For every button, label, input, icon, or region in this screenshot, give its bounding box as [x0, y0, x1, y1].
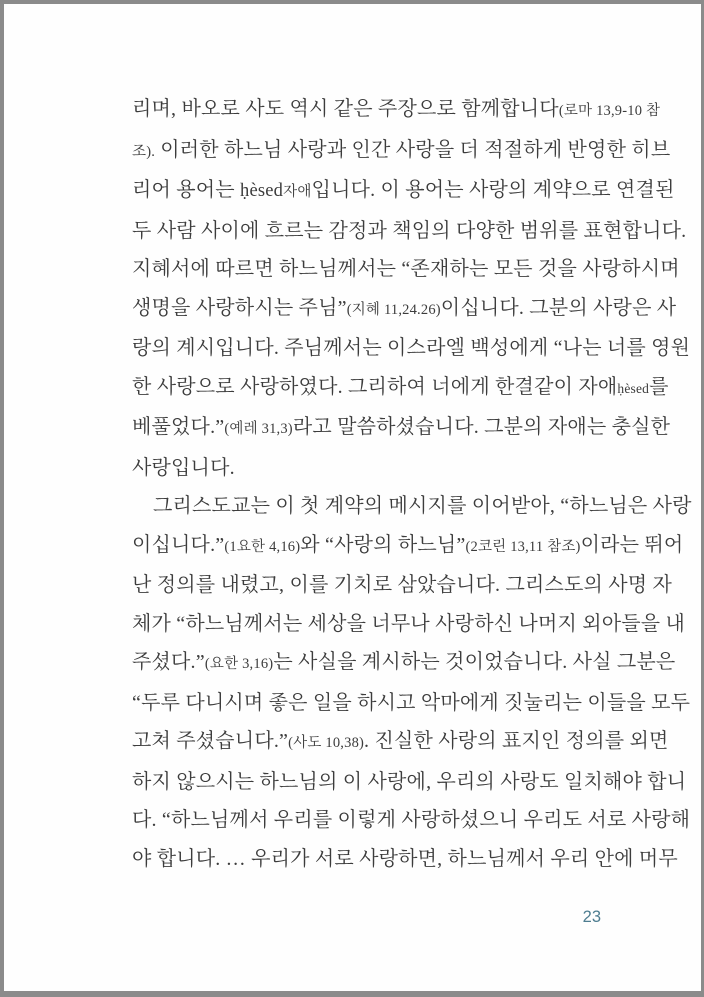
scripture-reference: (예레 31,3) — [224, 421, 293, 437]
text-segment: 랑의 계시입니다. 주님께서는 이스라엘 백성에게 “나는 너를 영원 — [132, 337, 691, 359]
scripture-reference: (2코린 13,11 참조) — [465, 538, 581, 555]
text-line — [132, 566, 672, 605]
text-line — [132, 449, 613, 488]
text-segment: 이십니다. 그분의 사랑은 사 — [440, 296, 677, 319]
text-segment: 야 합니다. … 우리가 서로 사랑하면, 하느님께서 우리 안에 머무 — [132, 847, 678, 870]
scripture-reference: (지혜 11,24.26) — [346, 301, 441, 318]
body-text — [4, 4, 701, 878]
text-line — [132, 801, 691, 840]
text-line — [132, 368, 669, 409]
text-segment: 하지 않으시는 하느님의 이 사랑에, 우리의 사랑도 일치해야 합니 — [132, 770, 687, 793]
text-segment: 지혜서에 따르면 하느님께서는 “존재하는 모든 것을 사랑하시며 — [132, 258, 680, 280]
text-segment: 그리스도교는 이 첫 계약의 메시지를 이어받아, “하느님은 사랑 — [153, 495, 692, 517]
text-line — [132, 408, 671, 449]
text-segment: 라고 말씀하셨습니다. 그분의 자애는 충실한 — [292, 416, 671, 438]
text-segment: 입니다. 이 용어는 사랑의 계약으로 연결된 — [311, 179, 675, 201]
hebrew-term: ḥèsed — [240, 181, 284, 201]
scripture-reference: (1요한 4,16) — [224, 538, 301, 555]
text-segment: 두 사람 사이에 흐르는 감정과 책임의 다양한 범위를 표현합니다. — [132, 219, 687, 242]
text-segment: 사랑입니다. — [132, 456, 235, 479]
text-line — [132, 605, 685, 644]
text-segment: 한 사랑으로 사랑하였다. 그리하여 너에게 한결같이 자애 — [132, 375, 618, 398]
text-segment: 이러한 하느님 사랑과 인간 사랑을 더 적절하게 반영한 히브 — [155, 138, 671, 161]
gloss-annotation: 자애 — [283, 184, 312, 200]
hebrew-term: ḥèsed — [617, 380, 650, 396]
text-segment: 와 “사랑의 하느님” — [300, 533, 466, 556]
text-segment: “두루 다니시며 좋은 일을 하시고 악마에게 짓눌리는 이들을 모두 — [132, 691, 691, 714]
text-segment: 주셨다.” — [132, 651, 205, 673]
text-line — [132, 250, 680, 289]
text-segment: . 진실한 사랑의 표지인 정의를 외면 — [364, 730, 669, 752]
text-segment: 리어 용어는 — [132, 179, 240, 201]
scripture-reference: (사도 10,38) — [288, 735, 365, 751]
text-line — [132, 643, 676, 684]
text-line — [132, 763, 687, 802]
text-line — [132, 90, 661, 131]
text-segment: 생명을 사랑하시는 주님” — [132, 296, 347, 319]
text-segment: 고쳐 주셨습니다.” — [132, 730, 289, 752]
text-line — [132, 487, 692, 526]
text-line — [132, 526, 684, 567]
scripture-reference: 조). — [132, 143, 156, 160]
text-segment: 를 — [649, 375, 669, 398]
text-segment: 다. “하느님께서 우리를 이렇게 사랑하셨으니 우리도 서로 사랑해 — [132, 809, 691, 831]
scripture-reference: (로마 13,9-10 참 — [558, 103, 661, 119]
text-segment: 베풀었다.” — [132, 416, 225, 438]
text-line — [132, 131, 671, 172]
text-line — [132, 722, 669, 763]
text-segment: 는 사실을 계시하는 것이었습니다. 사실 그분은 — [273, 651, 676, 673]
text-line — [132, 171, 675, 212]
text-line — [132, 840, 678, 879]
text-segment: 난 정의를 내렸고, 이를 기치로 삼았습니다. 그리스도의 사명 자 — [132, 574, 672, 596]
text-line — [132, 684, 691, 723]
text-segment: 이라는 뛰어 — [580, 533, 684, 556]
text-line — [132, 212, 687, 251]
text-line — [132, 329, 691, 368]
text-segment: 이십니다.” — [132, 533, 225, 556]
text-segment: 리며, 바오로 사도 역시 같은 주장으로 함께합니다 — [132, 98, 559, 120]
scripture-reference: (요한 3,16) — [204, 656, 274, 672]
page-number: 23 — [582, 908, 601, 926]
text-line — [132, 289, 677, 330]
text-segment: 체가 “하느님께서는 세상을 너무나 사랑하신 나머지 외아들을 내 — [132, 612, 685, 635]
